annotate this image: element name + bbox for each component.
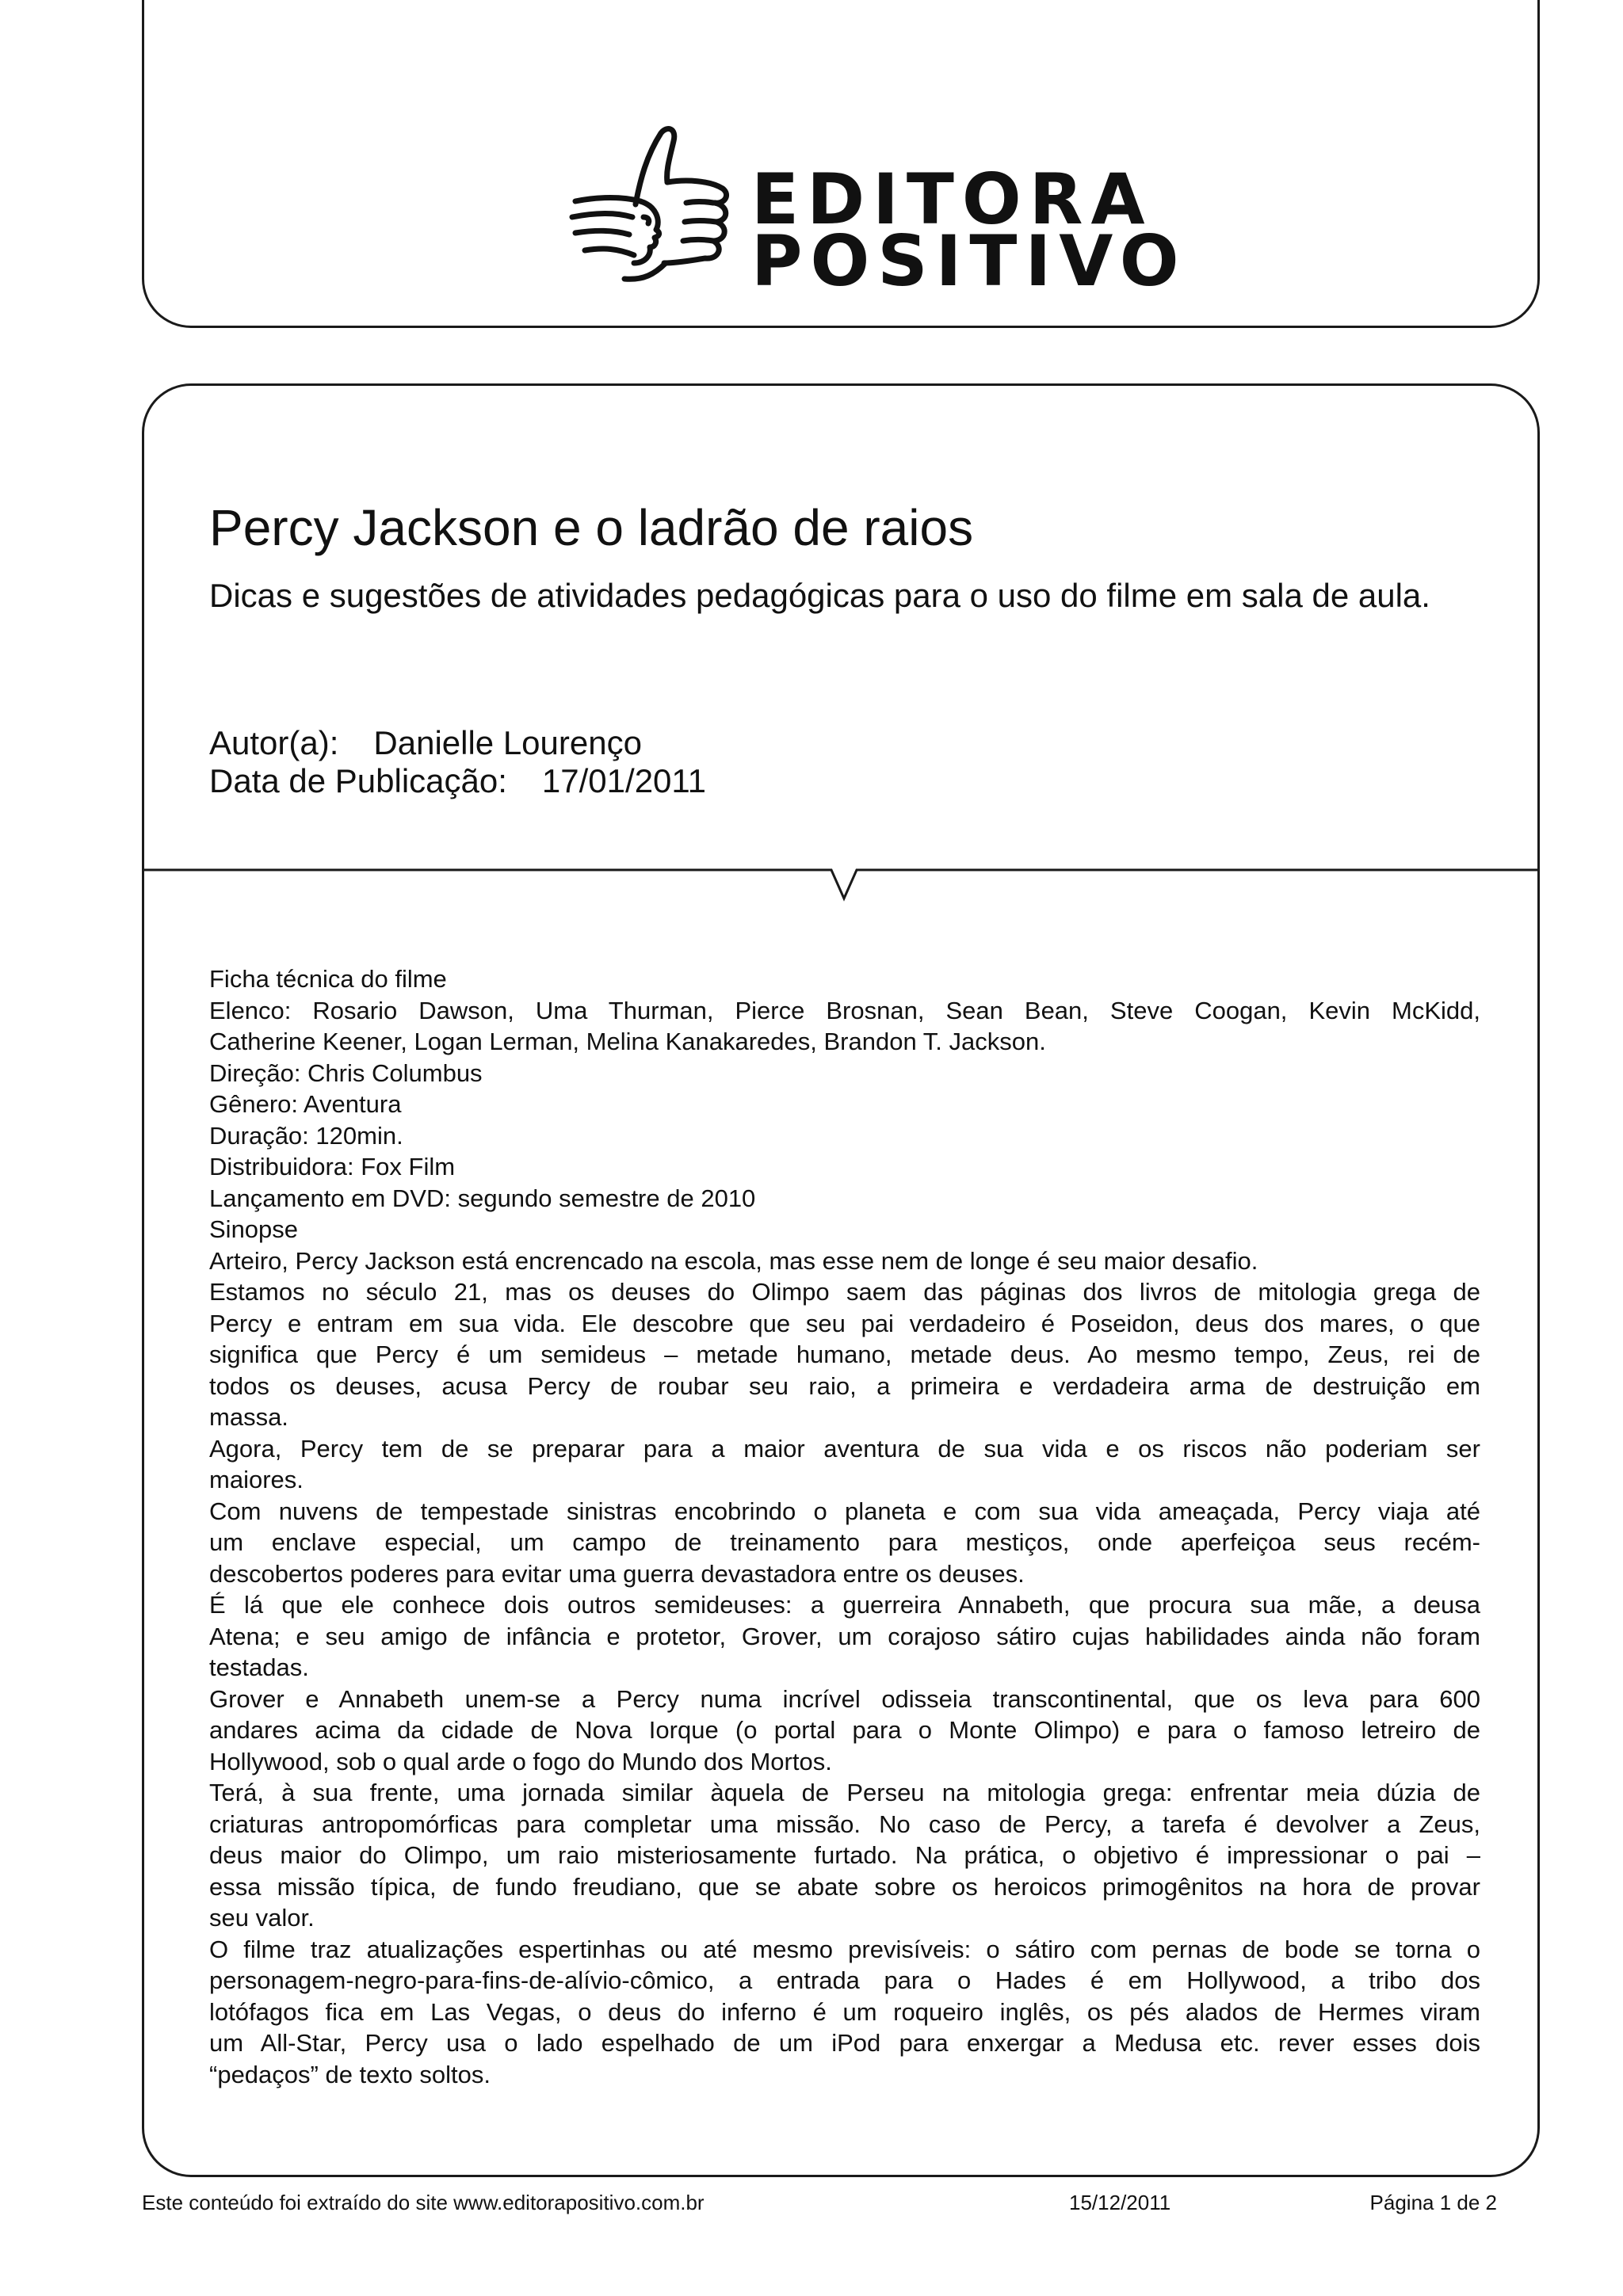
body-line: Duração: 120min. [209, 1121, 403, 1150]
body-line: Grover e Annabeth unem-se a Percy numa incrível odisseia transcontinental, que os leva para 600 [209, 1684, 1480, 1713]
body-line: maiores. [209, 1466, 304, 1493]
body-line: O filme traz atualizações espertinhas ou até mesmo previsíveis: o sátiro com pernas de bode se torna o [209, 1935, 1480, 1963]
body-line: andares acima da cidade de Nova Iorque (o portal para o Monte Olimpo) e para o famoso letreiro de [209, 1716, 1480, 1744]
body-line: essa missão típica, de fundo freudiano, que se abate sobre os heroicos primogênitos na hora de provar [209, 1872, 1480, 1901]
body-line: Sinopse [209, 1215, 299, 1243]
body-line: deus maior do Olimpo, um raio misteriosamente furtado. Na prática, o objetivo é impressionar o pai – [209, 1841, 1480, 1869]
body-line: todos os deuses, acusa Percy de roubar seu raio, a primeira e verdadeira arma de destruição em [209, 1371, 1480, 1400]
body-line: Agora, Percy tem de se preparar para a maior aventura de sua vida e os riscos não poderiam ser [209, 1434, 1480, 1463]
body-line: massa. [209, 1403, 288, 1431]
body-line: “pedaços” de texto soltos. [209, 2060, 491, 2088]
logo-text-positivo: POSITIVO [751, 220, 1187, 302]
thumbs-up-face-icon [567, 124, 738, 290]
footer-page-number: Página 1 de 2 [1369, 2191, 1497, 2214]
publication-date-label: Data de Publicação: [209, 762, 507, 799]
body-line: criaturas antropomórficas para completar uma missão. No caso de Percy, a tarefa é devolver a Zeus, [209, 1810, 1480, 1838]
body-line: É lá que ele conhece dois outros semideuses: a guerreira Annabeth, que procura sua mãe, a deusa [209, 1591, 1480, 1619]
body-line: Ficha técnica do filme [209, 965, 447, 993]
body-line: lotófagos fica em Las Vegas, o deus do inferno é um roqueiro inglês, os pés alados de Hermes viram [209, 1997, 1480, 2026]
body-line: testadas. [209, 1653, 309, 1681]
body-line: seu valor. [209, 1904, 315, 1932]
author-value: Danielle Lourenço [373, 724, 642, 761]
body-line: Estamos no século 21, mas os deuses do Olimpo saem das páginas dos livros de mitologia grega de [209, 1278, 1480, 1306]
body-line: Arteiro, Percy Jackson está encrencado na escola, mas esse nem de longe é seu maior desafio. [209, 1246, 1258, 1275]
body-line: Gênero: Aventura [209, 1090, 402, 1118]
publication-date-value: 17/01/2011 [541, 762, 707, 799]
footer-source: Este conteúdo foi extraído do site www.editorapositivo.com.br [142, 2191, 705, 2214]
footer-date: 15/12/2011 [1069, 2191, 1171, 2214]
body-line: Distribuidora: Fox Film [209, 1153, 456, 1180]
logo-text-editora: EDITORA [751, 158, 1153, 240]
body-line: Catherine Keener, Logan Lerman, Melina Kanakaredes, Brandon T. Jackson. [209, 1028, 1046, 1055]
body-line: descobertos poderes para evitar uma guerra devastadora entre os deuses. [209, 1559, 1025, 1588]
editora-positivo-logo [567, 124, 1187, 302]
body-line: Com nuvens de tempestade sinistras encobrindo o planeta e com sua vida ameaçada, Percy viaja até [209, 1497, 1480, 1525]
page-title: Percy Jackson e o ladrão de raios [209, 499, 974, 556]
body-line: Terá, à sua frente, uma jornada similar àquela de Perseu na mitologia grega: enfrentar meia dúzia de [209, 1779, 1480, 1806]
author-label: Autor(a): [209, 724, 339, 761]
body-line: Direção: Chris Columbus [209, 1058, 483, 1087]
page-subtitle: Dicas e sugestões de atividades pedagógicas para o uso do filme em sala de aula. [209, 577, 1430, 614]
body-text [209, 963, 1480, 2090]
body-line: Lançamento em DVD: segundo semestre de 2010 [209, 1184, 756, 1212]
body-line: significa que Percy é um semideus – metade humano, metade deus. Ao mesmo tempo, Zeus, rei de [209, 1341, 1480, 1368]
page-footer [142, 2187, 1497, 2218]
body-line: um All-Star, Percy usa o lado espelhado de um iPod para enxergar a Medusa etc. rever esses dois [209, 2029, 1480, 2057]
body-line: Hollywood, sob o qual arde o fogo do Mundo dos Mortos. [209, 1747, 832, 1775]
publication-date-row [209, 761, 706, 802]
body-line: um enclave especial, um campo de treinamento para mestiços, onde aperfeiçoa seus recém- [209, 1528, 1480, 1556]
body-line: Atena; e seu amigo de infância e protetor, Grover, um corajoso sátiro cujas habilidades ainda não foram [209, 1622, 1480, 1650]
author-row [209, 723, 642, 764]
body-line: Elenco: Rosario Dawson, Uma Thurman, Pierce Brosnan, Sean Bean, Steve Coogan, Kevin McKidd, [209, 996, 1480, 1024]
body-line: Percy e entram em sua vida. Ele descobre que seu pai verdadeiro é Poseidon, deus dos mares, o que [209, 1309, 1480, 1337]
body-line: personagem-negro-para-fins-de-alívio-cômico, a entrada para o Hades é em Hollywood, a tribo dos [209, 1966, 1480, 1994]
